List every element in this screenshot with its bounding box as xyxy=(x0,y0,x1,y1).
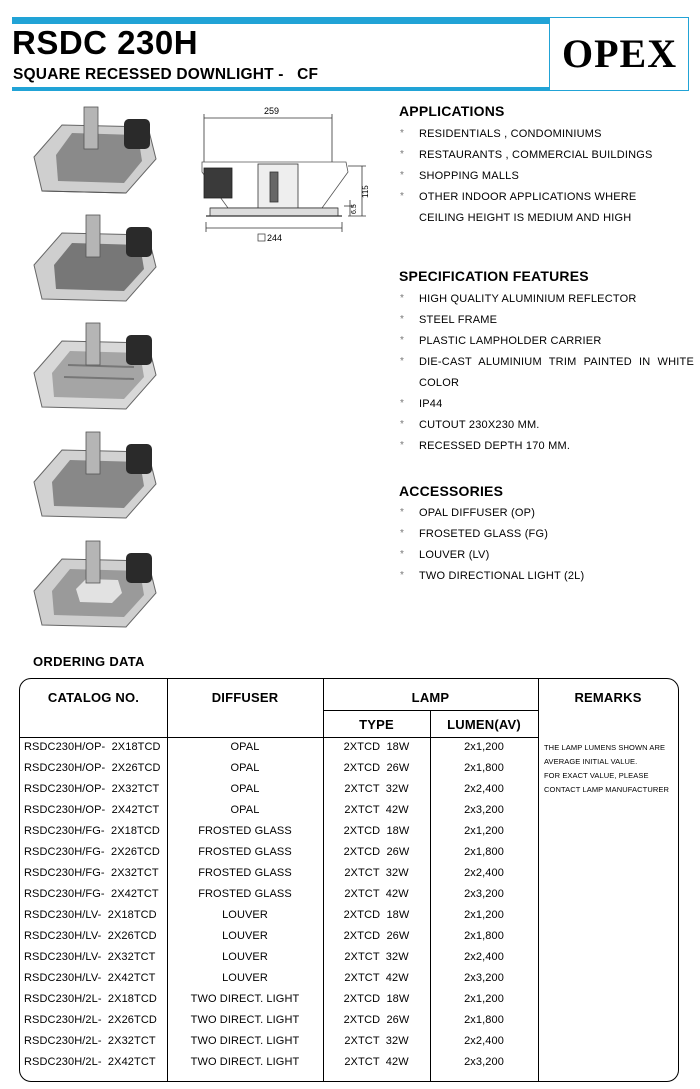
diffuser-cell: OPAL xyxy=(230,783,260,795)
lamp-type-cell: 2XTCT 32W xyxy=(344,783,409,795)
diagram-base-label: 244 xyxy=(267,233,283,243)
lumen-cell: 2x1,800 xyxy=(464,1014,504,1026)
header-remarks: REMARKS xyxy=(574,690,642,705)
catalog-cell: RSDC230H/FG- 2X26TCD xyxy=(24,846,160,858)
diffuser-cell: TWO DIRECT. LIGHT xyxy=(190,993,300,1005)
list-item: * OTHER INDOOR APPLICATIONS WHERE CEILING HEIGHT IS MEDIUM AND HIGH xyxy=(399,187,654,229)
catalog-cell: RSDC230H/OP- 2X26TCD xyxy=(24,762,161,774)
product-photo-2 xyxy=(28,213,164,305)
lamp-type-cell: 2XTCD 18W xyxy=(343,741,410,753)
lamp-type-cell: 2XTCD 18W xyxy=(343,909,410,921)
catalog-cell: RSDC230H/FG- 2X18TCD xyxy=(24,825,160,837)
list-item: * CUTOUT 230X230 MM. xyxy=(399,415,694,436)
opex-logo: OPEX xyxy=(562,31,678,76)
lumen-cell: 2x3,200 xyxy=(464,1056,504,1068)
model-title: RSDC 230H xyxy=(12,24,199,61)
remarks-line: FOR EXACT VALUE, PLEASE xyxy=(544,771,649,780)
lumen-cell: 2x3,200 xyxy=(464,888,504,900)
list-item: * DIE-CAST ALUMINIUM TRIM PAINTED IN WHITE COLOR xyxy=(399,352,694,394)
lumen-cell: 2x1,800 xyxy=(464,846,504,858)
catalog-cell: RSDC230H/2L- 2X18TCD xyxy=(24,993,157,1005)
product-photo-1 xyxy=(28,105,164,197)
lumen-cell: 2x2,400 xyxy=(464,951,504,963)
ordering-title: ORDERING DATA xyxy=(33,654,145,669)
accessories-title: ACCESSORIES xyxy=(399,483,504,499)
header-type: TYPE xyxy=(359,717,394,732)
product-photo-4 xyxy=(28,430,164,522)
lumen-cell: 2x3,200 xyxy=(464,804,504,816)
lamp-type-cell: 2XTCT 32W xyxy=(344,867,409,879)
catalog-cell: RSDC230H/OP- 2X18TCD xyxy=(24,741,161,753)
diagram-height-label: 115 xyxy=(361,185,370,198)
list-item: * RECESSED DEPTH 170 MM. xyxy=(399,436,694,457)
remarks-line: CONTACT LAMP MANUFACTURER xyxy=(544,785,670,794)
diffuser-cell: FROSTED GLASS xyxy=(198,825,292,837)
diffuser-cell: TWO DIRECT. LIGHT xyxy=(190,1035,300,1047)
catalog-cell: RSDC230H/2L- 2X42TCT xyxy=(24,1056,156,1068)
list-item: * HIGH QUALITY ALUMINIUM REFLECTOR xyxy=(399,289,694,310)
lamp-type-cell: 2XTCD 26W xyxy=(343,846,410,858)
lamp-type-cell: 2XTCD 18W xyxy=(343,825,410,837)
specs-title: SPECIFICATION FEATURES xyxy=(399,268,589,284)
applications-title: APPLICATIONS xyxy=(399,103,505,119)
lumen-cell: 2x3,200 xyxy=(464,972,504,984)
diffuser-cell: OPAL xyxy=(230,804,260,816)
catalog-cell: RSDC230H/OP- 2X42TCT xyxy=(24,804,160,816)
lamp-type-cell: 2XTCT 32W xyxy=(344,951,409,963)
catalog-cell: RSDC230H/2L- 2X32TCT xyxy=(24,1035,156,1047)
diffuser-cell: LOUVER xyxy=(222,909,268,921)
list-item: * TWO DIRECTIONAL LIGHT (2L) xyxy=(399,566,694,587)
lumen-cell: 2x1,200 xyxy=(464,993,504,1005)
lumen-cell: 2x2,400 xyxy=(464,867,504,879)
lamp-type-cell: 2XTCD 26W xyxy=(343,1014,410,1026)
header-diffuser: DIFFUSER xyxy=(211,690,279,705)
diffuser-cell: TWO DIRECT. LIGHT xyxy=(190,1056,300,1068)
lamp-type-cell: 2XTCT 42W xyxy=(344,804,409,816)
lamp-type-cell: 2XTCT 32W xyxy=(344,1035,409,1047)
catalog-cell: RSDC230H/2L- 2X26TCD xyxy=(24,1014,157,1026)
product-subtitle: SQUARE RECESSED DOWNLIGHT - CF xyxy=(13,66,319,83)
diagram-offset-label: 6.5 xyxy=(351,204,358,214)
accessories-list xyxy=(399,503,694,587)
catalog-cell: RSDC230H/LV- 2X42TCT xyxy=(24,972,156,984)
catalog-cell: RSDC230H/FG- 2X42TCT xyxy=(24,888,159,900)
header-lamp: LAMP xyxy=(411,690,450,705)
diffuser-cell: FROSTED GLASS xyxy=(198,846,292,858)
lumen-cell: 2x2,400 xyxy=(464,783,504,795)
header-lumen: LUMEN(AV) xyxy=(447,717,521,732)
list-item: * LOUVER (LV) xyxy=(399,545,694,566)
specs-list xyxy=(399,289,694,457)
lumen-cell: 2x2,400 xyxy=(464,1035,504,1047)
header-bottom-bar xyxy=(12,87,549,91)
catalog-cell: RSDC230H/LV- 2X32TCT xyxy=(24,951,156,963)
diffuser-cell: OPAL xyxy=(230,762,260,774)
list-item: * PLASTIC LAMPHOLDER CARRIER xyxy=(399,331,694,352)
catalog-cell: RSDC230H/LV- 2X26TCD xyxy=(24,930,157,942)
lamp-type-cell: 2XTCD 26W xyxy=(343,762,410,774)
catalog-cell: RSDC230H/OP- 2X32TCT xyxy=(24,783,160,795)
list-item: * STEEL FRAME xyxy=(399,310,694,331)
product-photo-3 xyxy=(28,321,164,413)
diffuser-cell: FROSTED GLASS xyxy=(198,867,292,879)
list-item: * SHOPPING MALLS xyxy=(399,166,694,187)
lamp-type-cell: 2XTCD 26W xyxy=(343,930,410,942)
diffuser-cell: OPAL xyxy=(230,741,260,753)
lumen-cell: 2x1,200 xyxy=(464,741,504,753)
diffuser-cell: LOUVER xyxy=(222,930,268,942)
header-top-bar xyxy=(12,17,549,24)
remarks-line: THE LAMP LUMENS SHOWN ARE xyxy=(544,743,666,752)
diagram-width-label: 259 xyxy=(264,106,280,116)
remarks-line: AVERAGE INITIAL VALUE. xyxy=(544,757,638,766)
lumen-cell: 2x1,200 xyxy=(464,909,504,921)
diffuser-cell: LOUVER xyxy=(222,972,268,984)
lamp-type-cell: 2XTCD 18W xyxy=(343,993,410,1005)
lamp-type-cell: 2XTCT 42W xyxy=(344,888,409,900)
list-item: * FROSETED GLASS (FG) xyxy=(399,524,694,545)
list-item: * OPAL DIFFUSER (OP) xyxy=(399,503,694,524)
product-photo-5 xyxy=(28,539,164,631)
list-item: * RESTAURANTS , COMMERCIAL BUILDINGS xyxy=(399,145,694,166)
dimension-diagram xyxy=(198,104,376,252)
catalog-cell: RSDC230H/LV- 2X18TCD xyxy=(24,909,157,921)
applications-list xyxy=(399,124,694,229)
remarks-note xyxy=(544,741,678,797)
diffuser-cell: FROSTED GLASS xyxy=(198,888,292,900)
lumen-cell: 2x1,800 xyxy=(464,762,504,774)
lamp-type-cell: 2XTCT 42W xyxy=(344,1056,409,1068)
lamp-type-cell: 2XTCT 42W xyxy=(344,972,409,984)
diffuser-cell: TWO DIRECT. LIGHT xyxy=(190,1014,300,1026)
ordering-table xyxy=(19,678,679,1082)
catalog-cell: RSDC230H/FG- 2X32TCT xyxy=(24,867,159,879)
list-item: * RESIDENTIALS , CONDOMINIUMS xyxy=(399,124,694,145)
lumen-cell: 2x1,200 xyxy=(464,825,504,837)
header-catalog: CATALOG NO. xyxy=(47,690,140,705)
list-item: * IP44 xyxy=(399,394,694,415)
diffuser-cell: LOUVER xyxy=(222,951,268,963)
lumen-cell: 2x1,800 xyxy=(464,930,504,942)
